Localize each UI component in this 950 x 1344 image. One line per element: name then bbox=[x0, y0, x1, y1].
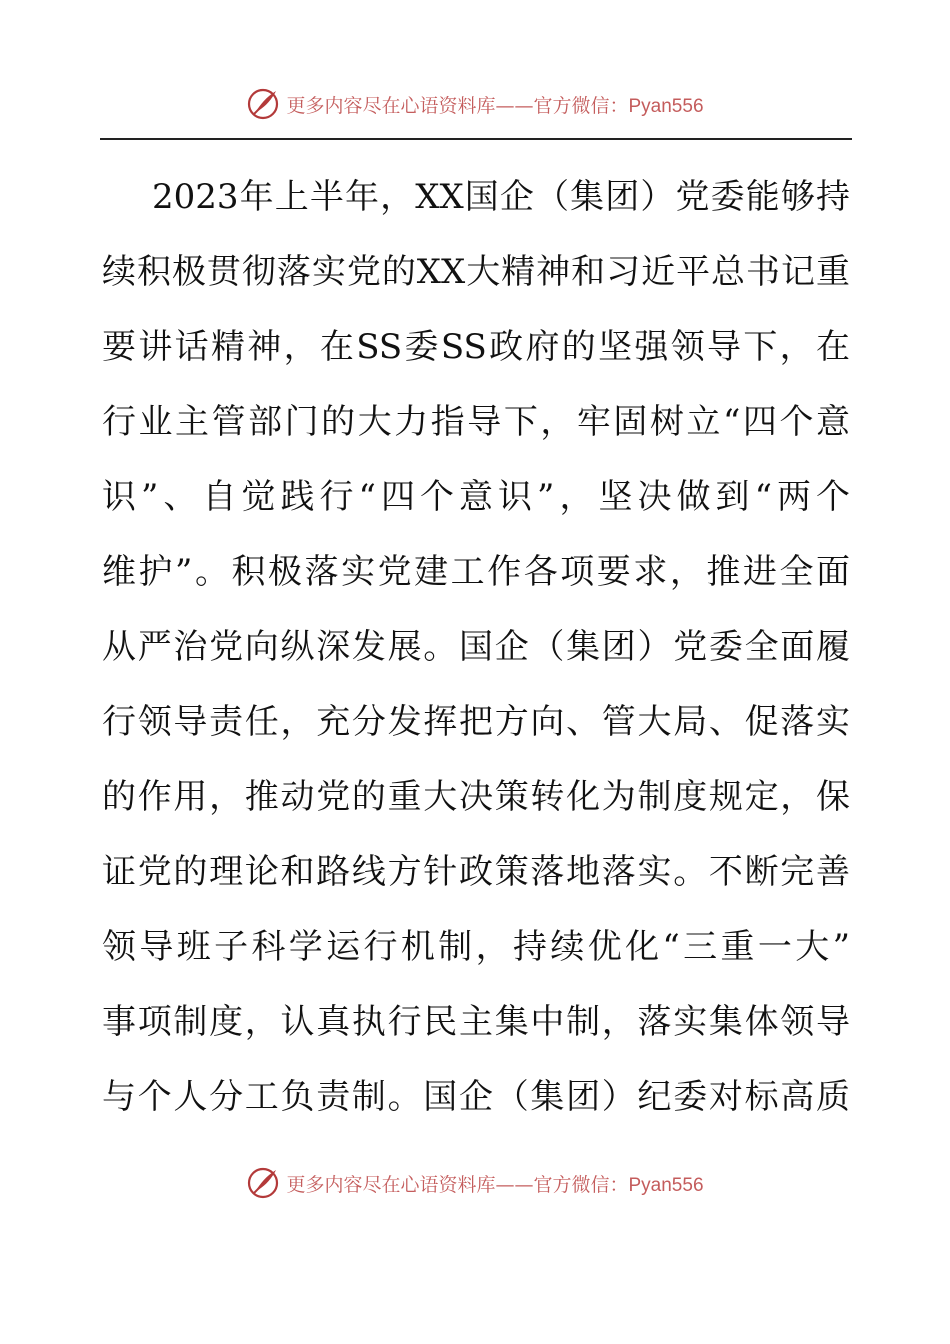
body-line: 证党的理论和路线方针政策落地落实。不断完善 bbox=[102, 852, 850, 892]
footer-banner-label: 更多内容尽在心语资料库——官方微信： bbox=[286, 1173, 629, 1196]
body-line: 2023年上半年，XX国企（集团）党委能够持 bbox=[152, 177, 850, 217]
body-line: 从严治党向纵深发展。国企（集团）党委全面履 bbox=[102, 627, 850, 667]
body-line: 与个人分工负责制。国企（集团）纪委对标高质 bbox=[102, 1077, 850, 1117]
header-wechat-id: Pyan556 bbox=[628, 95, 704, 117]
document-body bbox=[102, 160, 850, 1135]
header-banner bbox=[0, 84, 950, 124]
header-divider bbox=[100, 138, 852, 140]
header-banner-text bbox=[286, 91, 703, 118]
body-line: 事项制度，认真执行民主集中制，落实集体领导 bbox=[102, 1002, 850, 1042]
body-line: 的作用，推动党的重大决策转化为制度规定，保 bbox=[102, 777, 850, 817]
footer-banner-text bbox=[286, 1170, 703, 1197]
body-line: 行业主管部门的大力指导下，牢固树立“四个意 bbox=[102, 402, 850, 442]
body-line: 行领导责任，充分发挥把方向、管大局、促落实 bbox=[102, 702, 850, 742]
footer-banner bbox=[0, 1163, 950, 1203]
body-line: 维护”。积极落实党建工作各项要求，推进全面 bbox=[102, 552, 850, 592]
body-line: 识”、自觉践行“四个意识”，坚决做到“两个 bbox=[102, 477, 850, 517]
quill-pen-logo-icon bbox=[246, 1166, 280, 1200]
quill-pen-logo-icon bbox=[246, 87, 280, 121]
header-banner-label: 更多内容尽在心语资料库——官方微信： bbox=[286, 94, 629, 117]
footer-wechat-id: Pyan556 bbox=[628, 1174, 704, 1196]
body-line: 续积极贯彻落实党的XX大精神和习近平总书记重 bbox=[102, 252, 850, 292]
body-line: 要讲话精神，在SS委SS政府的坚强领导下，在 bbox=[102, 327, 850, 367]
body-line: 领导班子科学运行机制，持续优化“三重一大” bbox=[102, 927, 850, 967]
